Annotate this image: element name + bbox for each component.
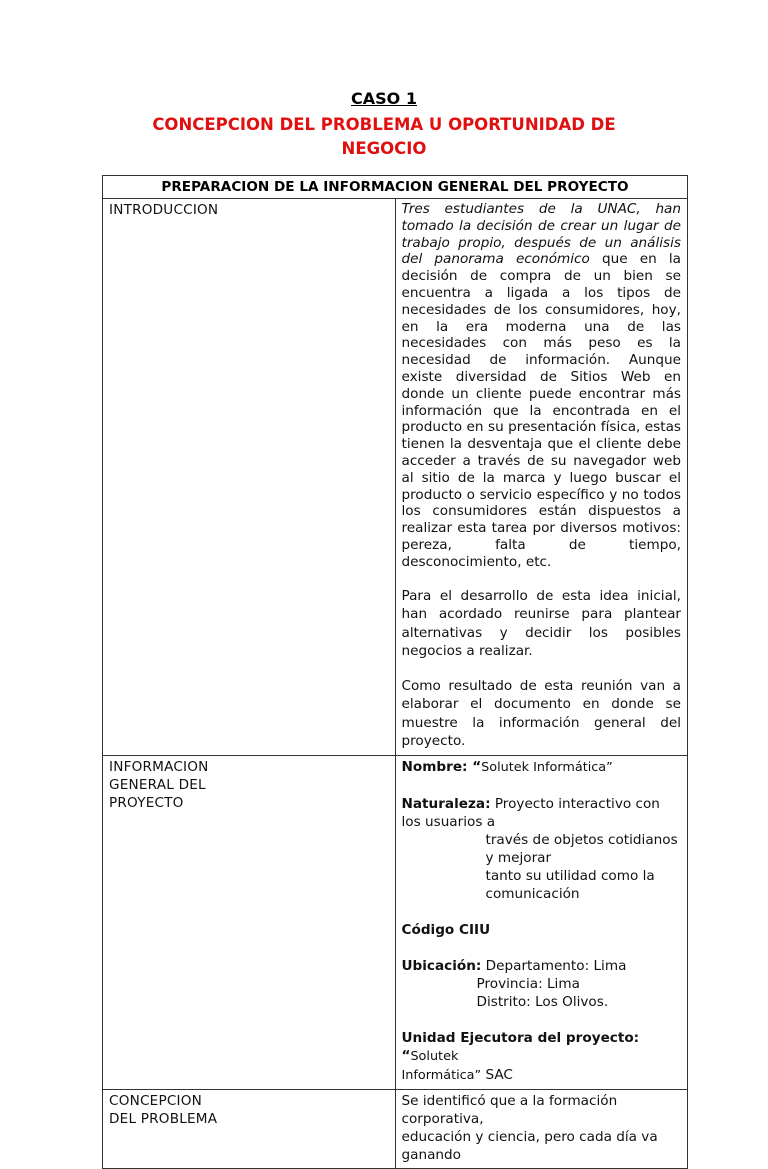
label-concepcion-line-1: CONCEPCION	[109, 1092, 203, 1109]
codigo-ciiu-field	[402, 921, 682, 939]
nombre-label: Nombre: “	[401, 758, 482, 775]
label-informacion-general	[103, 755, 396, 1089]
table-row-introduccion	[103, 199, 688, 756]
intro-paragraph-2: Para el desarrollo de esta idea inicial, han acordado reunirse para plantear alternativas y decidir los posibles negocios a realizar.	[401, 587, 681, 660]
naturaleza-field	[402, 795, 682, 831]
unidad-ejecutora-value-1: Solutek	[410, 1048, 459, 1064]
ubicacion-field	[402, 957, 682, 975]
ubicacion-distrito: Distrito: Los Olivos.	[476, 993, 609, 1010]
label-informacion-line-2: GENERAL DEL	[109, 776, 206, 793]
table-row-concepcion	[103, 1089, 688, 1168]
document-title	[100, 113, 668, 161]
unidad-ejecutora-label: Unidad Ejecutora del proyecto: “	[401, 1029, 640, 1064]
concepcion-text-line-2: educación y ciencia, pero cada día va ganando	[401, 1128, 658, 1163]
document-title-line-1: CONCEPCION DEL PROBLEMA U OPORTUNIDAD DE	[152, 115, 616, 134]
unidad-ejecutora-value-3: SAC	[481, 1066, 513, 1083]
naturaleza-label: Naturaleza:	[401, 795, 491, 812]
nombre-value: Solutek Informática”	[481, 759, 613, 775]
project-info-table	[102, 175, 688, 1169]
intro-paragraph-1	[402, 201, 682, 571]
ubicacion-provincia: Provincia: Lima	[476, 975, 580, 992]
concepcion-content	[395, 1089, 688, 1168]
document-title-line-2: NEGOCIO	[341, 139, 427, 158]
intro-italic-text: Tres estudiantes de la UNAC, han tomado la decisión de crear un lugar de trabajo propio, después de un análisis del panorama económico	[401, 201, 681, 268]
table-row-informacion	[103, 755, 688, 1089]
unidad-ejecutora-field	[402, 1029, 682, 1066]
codigo-ciiu-label: Código CIIU	[401, 921, 491, 938]
intro-paragraph-3: Como resultado de esta reunión van a elaborar el documento en donde se muestre la información general del proyecto.	[401, 677, 681, 750]
ubicacion-label: Ubicación:	[401, 957, 482, 974]
label-informacion-line-3: PROYECTO	[109, 794, 184, 811]
introduccion-content	[395, 199, 688, 756]
label-concepcion-line-2: DEL PROBLEMA	[109, 1110, 218, 1127]
label-concepcion-problema	[103, 1089, 396, 1168]
table-header-row	[103, 176, 688, 199]
naturaleza-line-3: tanto su utilidad como la comunicación	[485, 867, 655, 902]
table-header: PREPARACION DE LA INFORMACION GENERAL DEL PROYECTO	[103, 176, 688, 199]
ubicacion-departamento: Departamento: Lima	[481, 957, 627, 974]
intro-body-text: que en la decisión de compra de un bien se encuentra a ligada a los tipos de necesidades de los consumidores, hoy, en la era moderna una de las necesidades con más peso es la necesidad de información. Aunque existe diversidad de Sitios Web en donde un cliente puede encontrar más información que la encontrada en el producto en su presentación física, estas tienen la desventaja que el cliente debe acceder a través de su navegador web al sitio de la marca y luego buscar el producto o servicio específico y no todos los consumidores están dispuestos a realizar esta tarea por diversos motivos: pereza, falta de tiempo, desconocimiento, etc.	[401, 251, 681, 570]
naturaleza-line-2: través de objetos cotidianos y mejorar	[485, 831, 678, 866]
concepcion-text-line-1: Se identificó que a la formación corporativa,	[401, 1092, 618, 1127]
unidad-ejecutora-value-2: Informática”	[401, 1067, 482, 1083]
label-introduccion: INTRODUCCION	[103, 199, 396, 756]
unidad-ejecutora-line-2	[402, 1066, 682, 1085]
nombre-field	[402, 758, 682, 777]
case-title: CASO 1	[351, 89, 417, 108]
naturaleza-line-1: Proyecto interactivo con los usuarios a	[401, 795, 660, 830]
label-informacion-line-1: INFORMACION	[109, 758, 209, 775]
informacion-content	[395, 755, 688, 1089]
